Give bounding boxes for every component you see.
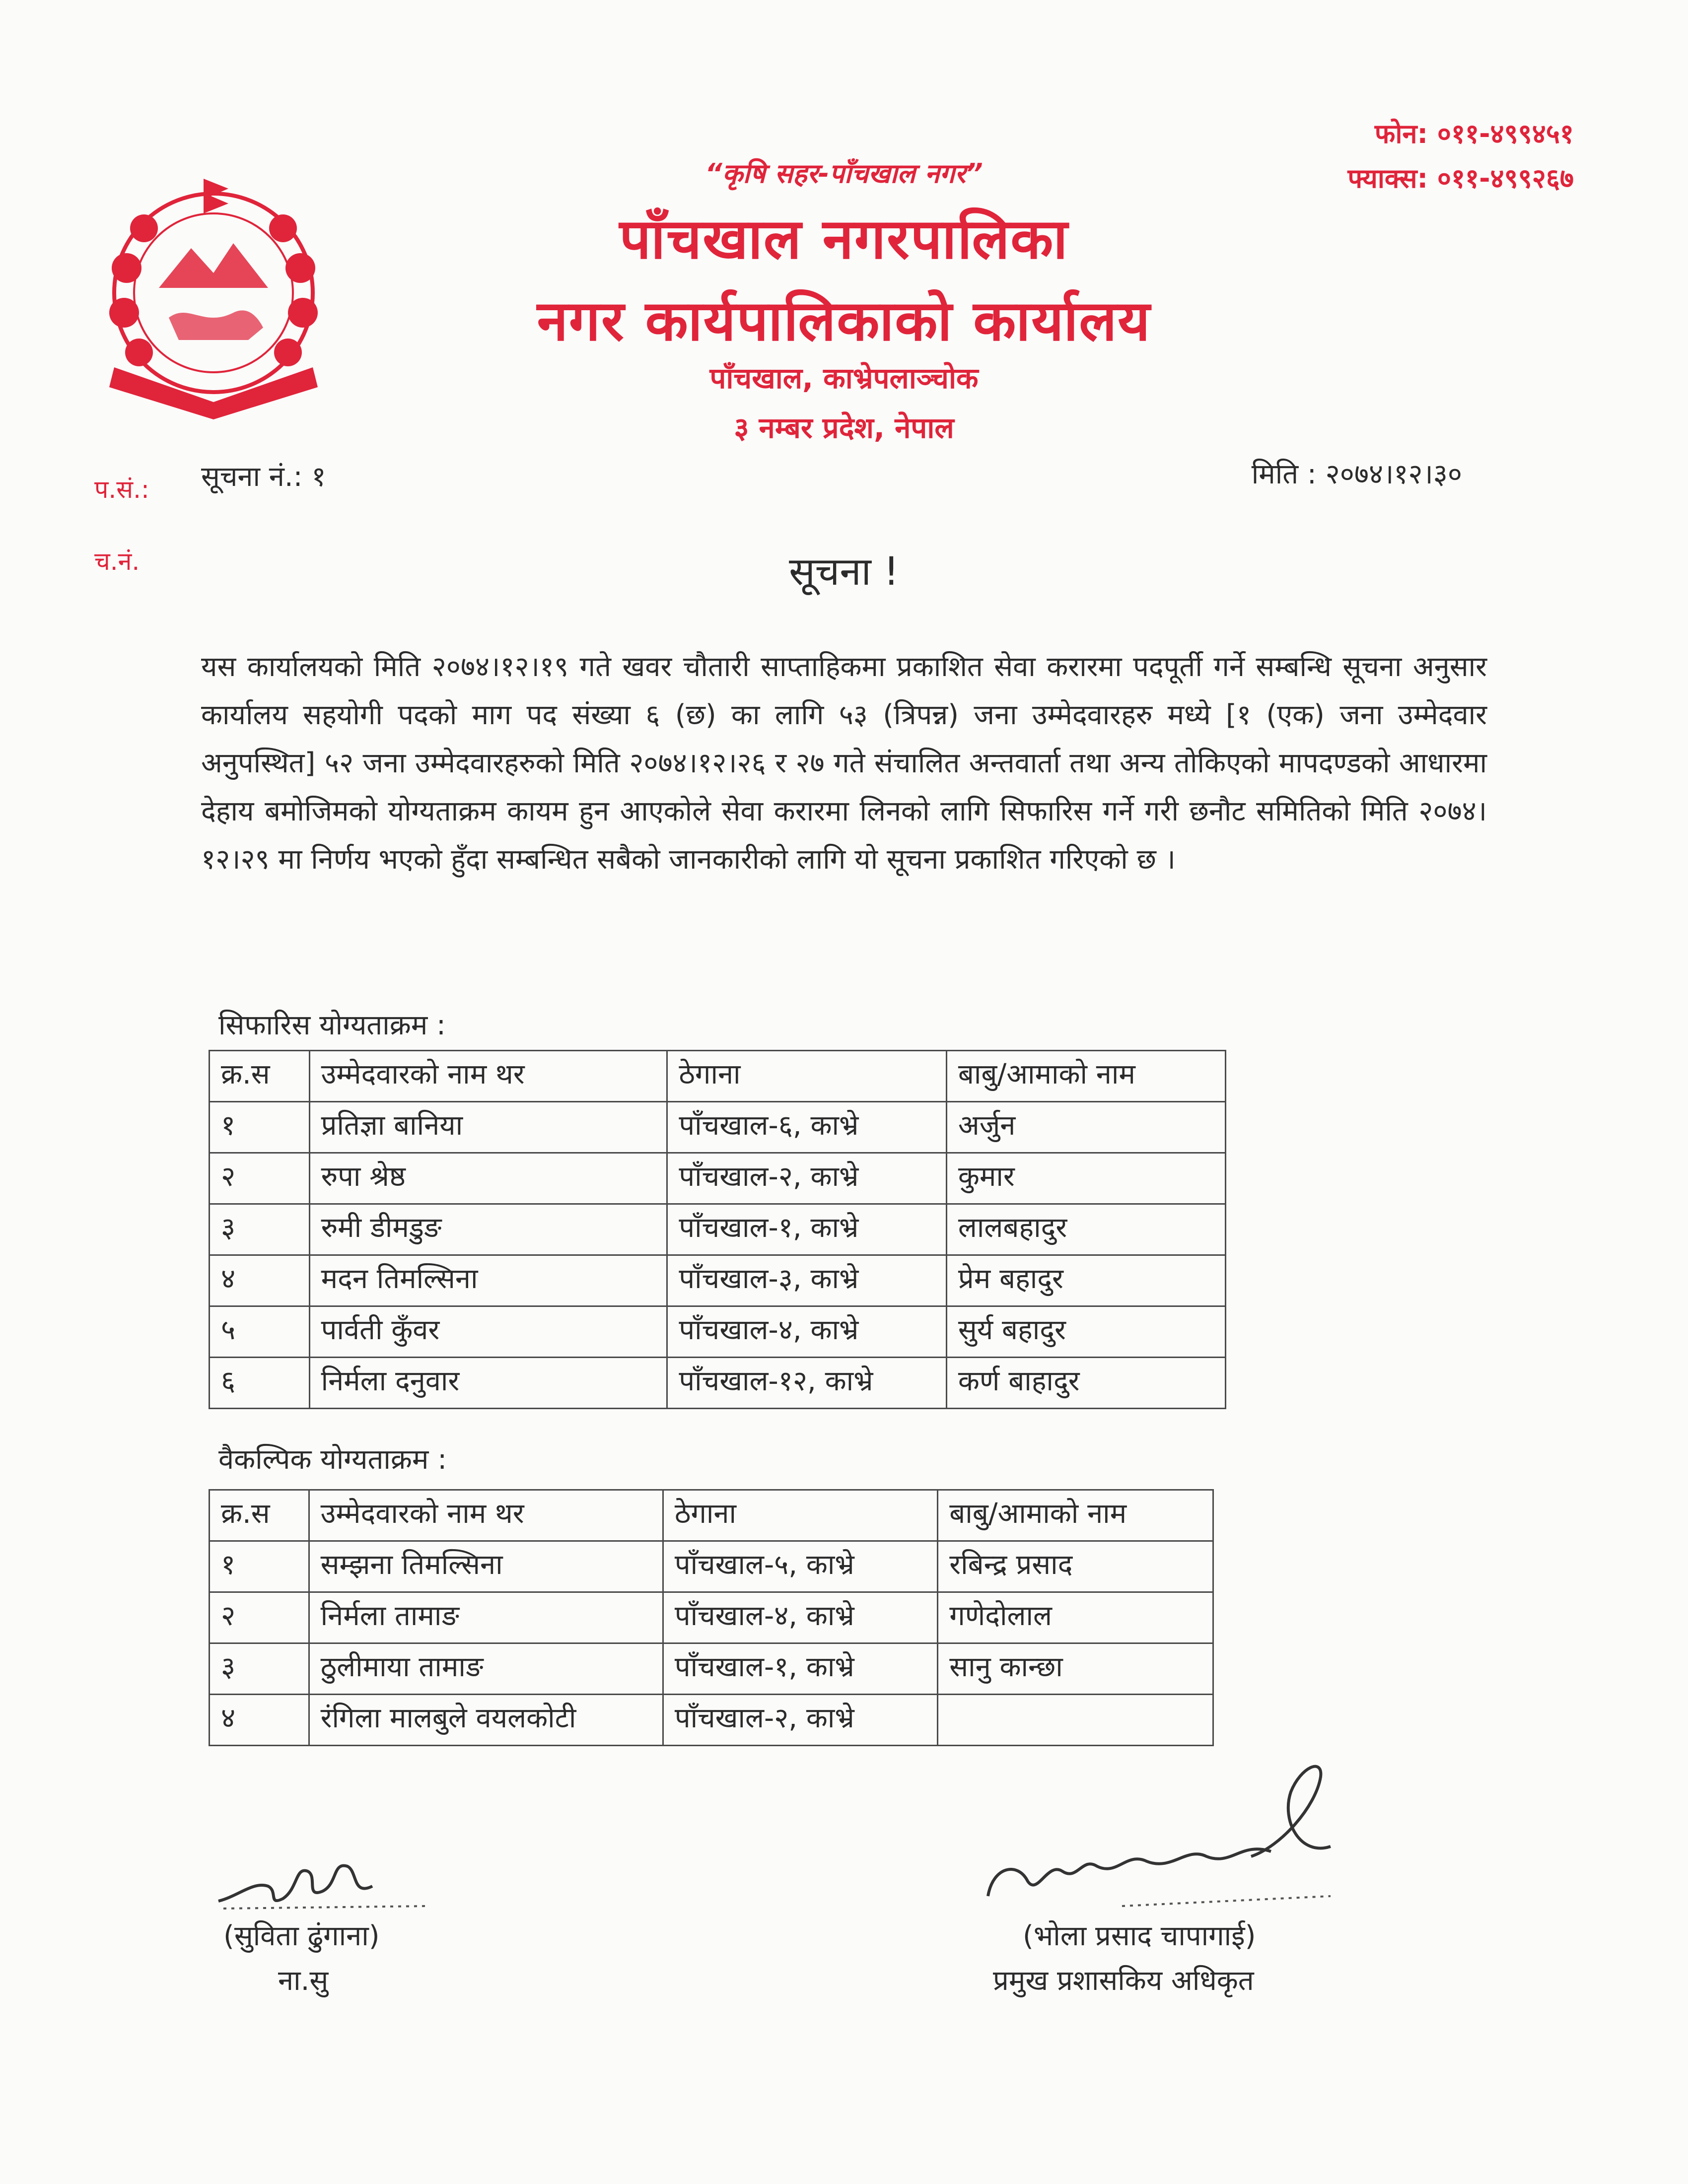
office-name: नगर कार्यपालिकाको कार्यालय: [537, 289, 1151, 353]
cell-candidate-name: रंगिला मालबुले वयलकोटी: [309, 1695, 663, 1746]
cell-candidate-name: मदन तिमल्सिना: [309, 1255, 667, 1306]
cell-candidate-name: ठुलीमाया तामाङ: [309, 1643, 663, 1695]
notice-heading: सूचना !: [789, 549, 899, 594]
cell-sn: ३: [210, 1204, 310, 1255]
notice-date: मिति : २०७४।१२।३०: [1251, 458, 1462, 490]
cell-parent-name: कर्ण बाहादुर: [946, 1358, 1225, 1409]
left-signature-icon: [209, 1851, 437, 1916]
cell-sn: १: [210, 1102, 310, 1153]
header-sn: क्र.स: [210, 1051, 310, 1102]
cell-address: पाँचखाल-१, काभ्रे: [667, 1204, 947, 1255]
cell-candidate-name: पार्वती कुँवर: [309, 1306, 667, 1358]
recommended-list-title: सिफारिस योग्यताक्रम :: [218, 1009, 446, 1041]
table-row: [210, 1541, 1213, 1592]
cell-address: पाँचखाल-१, काभ्रे: [663, 1643, 937, 1695]
cell-sn: ३: [210, 1643, 309, 1695]
cell-parent-name: लालबहादुर: [946, 1204, 1225, 1255]
left-signatory-post: ना.सु: [278, 1965, 329, 1997]
right-signatory-post: प्रमुख प्रशासकिय अधिकृत: [993, 1965, 1254, 1997]
cell-sn: २: [210, 1153, 310, 1204]
alternate-list-title: वैकल्पिक योग्यताक्रम :: [218, 1443, 447, 1476]
cell-parent-name: [938, 1695, 1213, 1746]
cell-address: पाँचखाल-१२, काभ्रे: [667, 1358, 947, 1409]
alternate-table: [209, 1489, 1214, 1746]
cell-parent-name: रबिन्द्र प्रसाद: [938, 1541, 1213, 1592]
cell-parent-name: अर्जुन: [946, 1102, 1225, 1153]
cell-parent-name: कुमार: [946, 1153, 1225, 1204]
cell-parent-name: सुर्य बहादुर: [946, 1306, 1225, 1358]
fax-number: फ्याक्स: ०११-४९९२६७: [1347, 163, 1574, 194]
right-signatory-name: (भोला प्रसाद चापागाई): [1023, 1920, 1256, 1952]
recommended-table: [209, 1050, 1226, 1409]
cell-candidate-name: सम्झना तिमल्सिना: [309, 1541, 663, 1592]
table-header-row: [210, 1051, 1226, 1102]
header-sn: क्र.स: [210, 1490, 309, 1541]
cell-candidate-name: रुमी डीमडुङ: [309, 1204, 667, 1255]
cell-address: पाँचखाल-६, काभ्रे: [667, 1102, 947, 1153]
table-row: [210, 1102, 1226, 1153]
header-parent-name: बाबु/आमाको नाम: [946, 1051, 1225, 1102]
header-address: ठेगाना: [663, 1490, 937, 1541]
cell-address: पाँचखाल-३, काभ्रे: [667, 1255, 947, 1306]
address-line-1: पाँचखाल, काभ्रेपलाञ्चोक: [709, 361, 979, 395]
header-candidate-name: उम्मेदवारको नाम थर: [309, 1490, 663, 1541]
letterhead-motto: “कृषि सहर-पाँचखाल नगर”: [705, 158, 983, 189]
cell-address: पाँचखाल-४, काभ्रे: [667, 1306, 947, 1358]
phone-number: फोन: ०११-४९९४५१: [1374, 118, 1574, 149]
cell-address: पाँचखाल-२, काभ्रे: [663, 1695, 937, 1746]
cell-candidate-name: निर्मला तामाङ: [309, 1592, 663, 1643]
header-candidate-name: उम्मेदवारको नाम थर: [309, 1051, 667, 1102]
header-parent-name: बाबु/आमाको नाम: [938, 1490, 1213, 1541]
cell-address: पाँचखाल-२, काभ्रे: [667, 1153, 947, 1204]
cn-label: च.नं.: [94, 547, 140, 576]
table-row: [210, 1153, 1226, 1204]
table-row: [210, 1204, 1226, 1255]
cell-candidate-name: निर्मला दनुवार: [309, 1358, 667, 1409]
cell-address: पाँचखाल-४, काभ्रे: [663, 1592, 937, 1643]
cell-sn: ४: [210, 1695, 309, 1746]
cell-sn: २: [210, 1592, 309, 1643]
table-row: [210, 1306, 1226, 1358]
cell-parent-name: प्रेम बहादुर: [946, 1255, 1225, 1306]
notice-number: सूचना नं.: १: [201, 461, 326, 493]
cell-sn: ६: [210, 1358, 310, 1409]
cell-sn: ४: [210, 1255, 310, 1306]
cell-candidate-name: प्रतिज्ञा बानिया: [309, 1102, 667, 1153]
cell-sn: ५: [210, 1306, 310, 1358]
table-row: [210, 1592, 1213, 1643]
cell-address: पाँचखाल-५, काभ्रे: [663, 1541, 937, 1592]
header-address: ठेगाना: [667, 1051, 947, 1102]
table-row: [210, 1255, 1226, 1306]
organization-name: पाँचखाल नगरपालिका: [619, 207, 1069, 272]
ps-label: प.सं.:: [94, 475, 149, 504]
address-line-2: ३ नम्बर प्रदेश, नेपाल: [734, 411, 954, 445]
table-row: [210, 1358, 1226, 1409]
cell-parent-name: गणेदोलाल: [938, 1592, 1213, 1643]
cell-candidate-name: रुपा श्रेष्ठ: [309, 1153, 667, 1204]
table-row: [210, 1695, 1213, 1746]
right-signature-icon: [973, 1747, 1360, 1926]
table-row: [210, 1643, 1213, 1695]
cell-parent-name: सानु कान्छा: [938, 1643, 1213, 1695]
cell-sn: १: [210, 1541, 309, 1592]
table-header-row: [210, 1490, 1213, 1541]
left-signatory-name: (सुविता ढुंगाना): [223, 1920, 380, 1952]
notice-paragraph: यस कार्यालयको मिति २०७४।१२।१९ गते खवर चौतारी साप्ताहिकमा प्रकाशित सेवा करारमा पदपूर्ती गर्ने सम्बन्धि सूचना अनुसार कार्यालय सहयोगी पदको माग पद संख्या ६ (छ) का लागि ५३ (त्रिपन्न) जना उम्मेदवारहरु मध्ये [१ (एक) जना उम्मेदवार अनुपस्थित] ५२ जना उम्मेदवारहरुको मिति २०७४।१२।२६ र २७ गते संचालित अन्तवार्ता तथा अन्य तोकिएको मापदण्डको आधारमा देहाय बमोजिमको योग्यताक्रम कायम हुन आएकोले सेवा करारमा लिनको लागि सिफारिस गर्ने गरी छनौट समितिको मिति २०७४।१२।२९ मा निर्णय भएको हुँदा सम्बन्धित सबैको जानकारीको लागि यो सूचना प्रकाशित गरिएको छ ।: [201, 651, 1487, 876]
